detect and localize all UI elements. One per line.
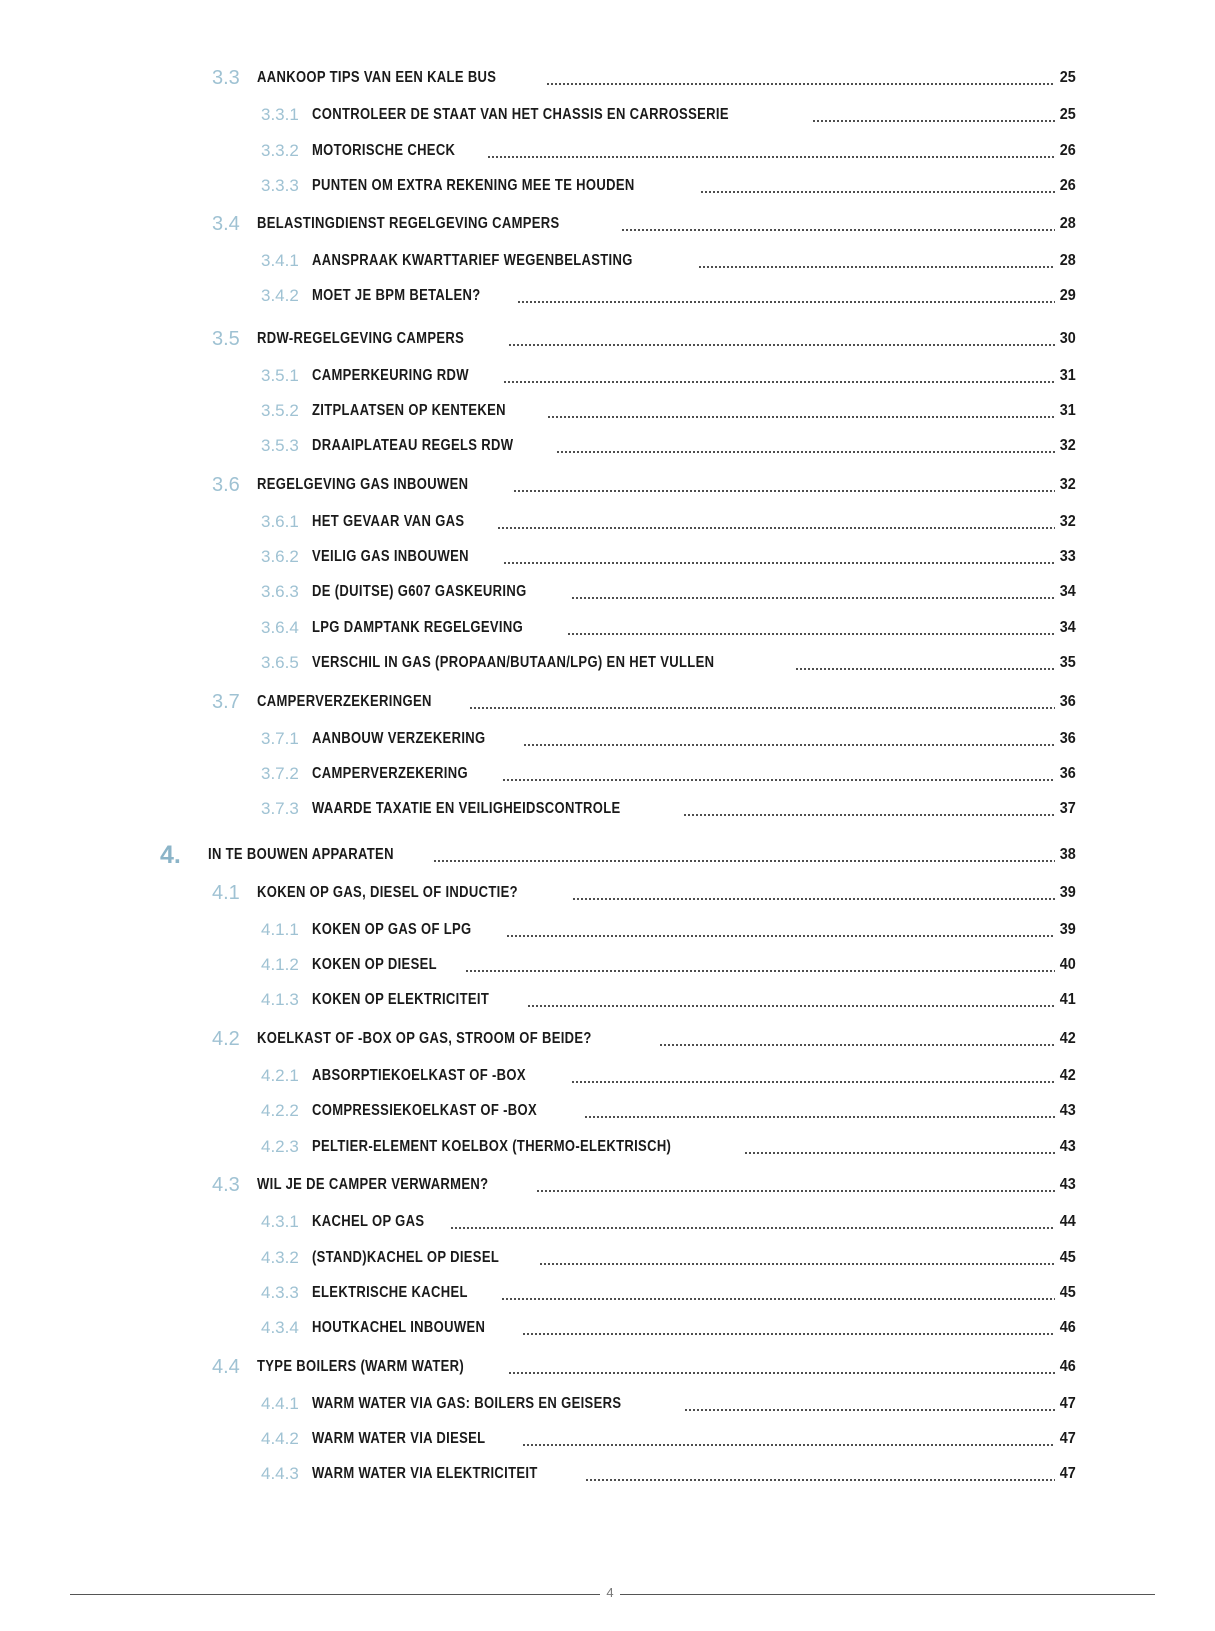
toc-title: AANBOUW VERZEKERING	[312, 730, 486, 747]
toc-page-number: 31	[1059, 367, 1076, 384]
toc-section-number: 4.3.2	[261, 1248, 299, 1267]
toc-line	[257, 63, 1076, 93]
toc-page-number: 40	[1059, 956, 1076, 973]
toc-entry[interactable]	[0, 577, 1215, 607]
toc-section-number: 4.1.1	[261, 920, 299, 939]
dot-leader	[744, 1152, 1056, 1154]
toc-title: TYPE BOILERS (WARM WATER)	[257, 1358, 465, 1375]
toc-section-number: 3.7	[212, 691, 240, 713]
toc-title: ABSORPTIEKOELKAST OF -BOX	[312, 1067, 526, 1084]
toc-title: WARM WATER VIA DIESEL	[312, 1430, 486, 1447]
toc-title: WARM WATER VIA GAS: BOILERS EN GEISERS	[312, 1395, 622, 1412]
toc-page-number: 30	[1059, 330, 1076, 347]
toc-line	[257, 1352, 1076, 1382]
dot-leader	[585, 1479, 1056, 1481]
toc-section-number: 4.3.1	[261, 1212, 299, 1231]
toc-section-number: 4.3.3	[261, 1283, 299, 1302]
toc-title: WARM WATER VIA ELEKTRICITEIT	[312, 1465, 538, 1482]
toc-entry[interactable]	[0, 1096, 1215, 1126]
toc-section-number: 3.3	[212, 67, 240, 89]
dot-leader	[547, 416, 1055, 418]
toc-title: PUNTEN OM EXTRA REKENING MEE TE HOUDEN	[312, 177, 635, 194]
toc-title: KOKEN OP DIESEL	[312, 956, 437, 973]
toc-page-number: 47	[1059, 1430, 1076, 1447]
toc-title: MOTORISCHE CHECK	[312, 142, 456, 159]
toc-page-number: 38	[1059, 846, 1076, 863]
toc-line	[257, 687, 1076, 717]
toc-title: KOKEN OP GAS, DIESEL OF INDUCTIE?	[257, 884, 518, 901]
toc-section-number: 3.4.1	[261, 251, 299, 270]
toc-title: REGELGEVING GAS INBOUWEN	[257, 476, 469, 493]
toc-title: KOELKAST OF -BOX OP GAS, STROOM OF BEIDE?	[257, 1030, 592, 1047]
toc-page-number: 42	[1059, 1030, 1076, 1047]
toc-line	[312, 1061, 1076, 1091]
toc-entry[interactable]	[0, 1352, 1215, 1382]
toc-entry[interactable]	[0, 1389, 1215, 1419]
toc-page-number: 26	[1059, 177, 1076, 194]
toc-entry[interactable]	[0, 950, 1215, 980]
toc-entry[interactable]	[0, 1207, 1215, 1237]
toc-entry[interactable]	[0, 794, 1215, 824]
toc-line	[312, 246, 1076, 276]
toc-section-number: 4.4	[212, 1356, 240, 1378]
toc-title: (STAND)KACHEL OP DIESEL	[312, 1249, 500, 1266]
dot-leader	[700, 191, 1055, 193]
toc-entry[interactable]	[0, 759, 1215, 789]
toc-section-number: 4.2.1	[261, 1066, 299, 1085]
toc-section-number: 3.5.3	[261, 436, 299, 455]
toc-section-number: 4.2.2	[261, 1101, 299, 1120]
toc-line	[312, 1096, 1076, 1126]
toc-title: KACHEL OP GAS	[312, 1213, 425, 1230]
toc-title: DE (DUITSE) G607 GASKEURING	[312, 583, 527, 600]
toc-page-number: 42	[1059, 1067, 1076, 1084]
dot-leader	[698, 266, 1055, 268]
toc-line	[257, 209, 1076, 239]
toc-title: AANKOOP TIPS VAN EEN KALE BUS	[257, 69, 497, 86]
dot-leader	[487, 156, 1056, 158]
toc-entry[interactable]	[0, 1132, 1215, 1162]
toc-title: MOET JE BPM BETALEN?	[312, 287, 481, 304]
toc-line	[312, 542, 1076, 572]
toc-page-number: 28	[1059, 252, 1076, 269]
toc-page-number: 44	[1059, 1213, 1076, 1230]
footer-rule-left	[70, 1594, 600, 1595]
toc-entry[interactable]	[0, 171, 1215, 201]
toc-page-number: 29	[1059, 287, 1076, 304]
dot-leader	[503, 562, 1055, 564]
toc-page-number: 34	[1059, 619, 1076, 636]
toc-section-number: 4.3.4	[261, 1318, 299, 1337]
toc-title: HOUTKACHEL INBOUWEN	[312, 1319, 486, 1336]
toc-entry[interactable]	[0, 63, 1215, 93]
toc-line	[312, 985, 1076, 1015]
toc-section-number: 4.2.3	[261, 1137, 299, 1156]
toc-entry[interactable]	[0, 1313, 1215, 1343]
dot-leader	[536, 1190, 1055, 1192]
dot-leader	[539, 1263, 1055, 1265]
toc-section-number: 4.2	[212, 1028, 240, 1050]
dot-leader	[503, 381, 1055, 383]
toc-section-number: 4.1	[212, 882, 240, 904]
toc-section-number: 3.5.1	[261, 366, 299, 385]
toc-entry[interactable]	[0, 1243, 1215, 1273]
toc-page-number: 47	[1059, 1465, 1076, 1482]
toc-section-number: 4.3	[212, 1174, 240, 1196]
toc-line	[257, 1170, 1076, 1200]
toc-entry[interactable]	[0, 985, 1215, 1015]
toc-line	[208, 840, 1076, 870]
toc-entry[interactable]	[0, 361, 1215, 391]
toc-line	[312, 361, 1076, 391]
toc-entry[interactable]	[0, 687, 1215, 717]
toc-line	[312, 577, 1076, 607]
toc-entry[interactable]	[0, 100, 1215, 130]
toc-line	[312, 1132, 1076, 1162]
toc-page-number: 46	[1059, 1358, 1076, 1375]
toc-line	[312, 1313, 1076, 1343]
toc-title: IN TE BOUWEN APPARATEN	[208, 846, 394, 863]
dot-leader	[501, 1298, 1055, 1300]
toc-section-number: 4.	[160, 841, 181, 869]
toc-entry[interactable]	[0, 507, 1215, 537]
toc-title: CAMPERVERZEKERINGEN	[257, 693, 432, 710]
toc-line	[312, 915, 1076, 945]
toc-section-number: 3.4.2	[261, 286, 299, 305]
toc-section-number: 4.1.3	[261, 990, 299, 1009]
toc-entry[interactable]	[0, 878, 1215, 908]
toc-title: VERSCHIL IN GAS (PROPAAN/BUTAAN/LPG) EN HET VULLEN	[312, 654, 715, 671]
toc-title: CAMPERKEURING RDW	[312, 367, 469, 384]
toc-page-number: 36	[1059, 730, 1076, 747]
toc-section-number: 3.6.2	[261, 547, 299, 566]
toc-title: CONTROLEER DE STAAT VAN HET CHASSIS EN CARROSSERIE	[312, 106, 729, 123]
toc-entry[interactable]	[0, 1459, 1215, 1489]
toc-line	[312, 136, 1076, 166]
dot-leader	[572, 898, 1056, 900]
toc-title: ZITPLAATSEN OP KENTEKEN	[312, 402, 506, 419]
toc-line	[257, 324, 1076, 354]
footer-rule-right	[620, 1594, 1155, 1595]
dot-leader	[522, 1444, 1055, 1446]
dot-leader	[513, 490, 1056, 492]
dot-leader	[556, 451, 1056, 453]
toc-entry[interactable]	[0, 470, 1215, 500]
toc-line	[312, 950, 1076, 980]
toc-page-number: 45	[1059, 1284, 1076, 1301]
toc-entry[interactable]	[0, 1024, 1215, 1054]
dot-leader	[527, 1005, 1055, 1007]
toc-section-number: 3.6	[212, 474, 240, 496]
toc-entry[interactable]	[0, 542, 1215, 572]
toc-entry[interactable]	[0, 1061, 1215, 1091]
toc-section-number: 3.3.1	[261, 105, 299, 124]
footer-page-number: 4	[606, 1585, 614, 1600]
toc-section-number: 3.6.5	[261, 653, 299, 672]
toc-page-number: 34	[1059, 583, 1076, 600]
toc-entry[interactable]	[0, 431, 1215, 461]
toc-page-number: 33	[1059, 548, 1076, 565]
toc-line	[312, 1459, 1076, 1489]
dot-leader	[659, 1044, 1055, 1046]
toc-title: ELEKTRISCHE KACHEL	[312, 1284, 468, 1301]
dot-leader	[522, 1333, 1055, 1335]
dot-leader	[502, 779, 1056, 781]
toc-line	[312, 794, 1076, 824]
toc-line	[312, 1389, 1076, 1419]
toc-title: LPG DAMPTANK REGELGEVING	[312, 619, 524, 636]
dot-leader	[812, 120, 1055, 122]
dot-leader	[621, 229, 1055, 231]
toc-entry[interactable]	[0, 1424, 1215, 1454]
toc-section-number: 3.5	[212, 328, 240, 350]
toc-line	[312, 431, 1076, 461]
toc-entry[interactable]	[0, 1170, 1215, 1200]
toc-title: BELASTINGDIENST REGELGEVING CAMPERS	[257, 215, 560, 232]
toc-page-number: 32	[1059, 437, 1076, 454]
toc-line	[312, 759, 1076, 789]
toc-title: WIL JE DE CAMPER VERWARMEN?	[257, 1176, 489, 1193]
toc-page-number: 28	[1059, 215, 1076, 232]
toc-line	[257, 470, 1076, 500]
dot-leader	[508, 1372, 1056, 1374]
toc-line	[312, 281, 1076, 311]
toc-entry[interactable]	[0, 281, 1215, 311]
toc-section-number: 3.3.2	[261, 141, 299, 160]
toc-page-number: 37	[1059, 800, 1076, 817]
toc-entry[interactable]	[0, 1278, 1215, 1308]
toc-section-number: 3.7.2	[261, 764, 299, 783]
toc-section-number: 3.6.4	[261, 618, 299, 637]
page-footer	[0, 1580, 1215, 1610]
toc-title: CAMPERVERZEKERING	[312, 765, 468, 782]
toc-section-number: 3.7.3	[261, 799, 299, 818]
toc-title: HET GEVAAR VAN GAS	[312, 513, 465, 530]
toc-page-number: 36	[1059, 765, 1076, 782]
toc-page-number: 31	[1059, 402, 1076, 419]
toc-section-number: 3.6.3	[261, 582, 299, 601]
toc-title: WAARDE TAXATIE EN VEILIGHEIDSCONTROLE	[312, 800, 621, 817]
toc-page-number: 39	[1059, 921, 1076, 938]
toc-section-number: 3.4	[212, 213, 240, 235]
toc-entry[interactable]	[0, 613, 1215, 643]
dot-leader	[506, 935, 1055, 937]
toc-page-number: 26	[1059, 142, 1076, 159]
toc-section-number: 4.4.3	[261, 1464, 299, 1483]
toc-title: KOKEN OP GAS OF LPG	[312, 921, 472, 938]
toc-line	[312, 724, 1076, 754]
toc-title: DRAAIPLATEAU REGELS RDW	[312, 437, 514, 454]
dot-leader	[571, 1081, 1056, 1083]
toc-section-number: 4.4.1	[261, 1394, 299, 1413]
toc-entry[interactable]	[0, 915, 1215, 945]
toc-page-number: 47	[1059, 1395, 1076, 1412]
toc-line	[312, 648, 1076, 678]
toc-section-number: 3.5.2	[261, 401, 299, 420]
toc-page-number: 45	[1059, 1249, 1076, 1266]
toc-page-number: 32	[1059, 513, 1076, 530]
toc-page-number: 41	[1059, 991, 1076, 1008]
toc-section-number: 3.3.3	[261, 176, 299, 195]
dot-leader	[450, 1227, 1055, 1229]
toc-entry[interactable]	[0, 724, 1215, 754]
toc-section-number: 3.7.1	[261, 729, 299, 748]
dot-leader	[546, 83, 1055, 85]
toc-page-number: 46	[1059, 1319, 1076, 1336]
dot-leader	[508, 344, 1056, 346]
dot-leader	[497, 527, 1055, 529]
toc-title: VEILIG GAS INBOUWEN	[312, 548, 469, 565]
toc-line	[312, 507, 1076, 537]
toc-entry[interactable]	[0, 396, 1215, 426]
toc-page-number: 43	[1059, 1176, 1076, 1193]
dot-leader	[433, 860, 1055, 862]
toc-line	[312, 1207, 1076, 1237]
toc-title: KOKEN OP ELEKTRICITEIT	[312, 991, 490, 1008]
toc-entry[interactable]	[0, 324, 1215, 354]
toc-page-number: 35	[1059, 654, 1076, 671]
dot-leader	[683, 814, 1055, 816]
toc-title: COMPRESSIEKOELKAST OF -BOX	[312, 1102, 538, 1119]
toc-entry[interactable]	[0, 246, 1215, 276]
dot-leader	[571, 597, 1055, 599]
toc-title: RDW-REGELGEVING CAMPERS	[257, 330, 465, 347]
toc-title: PELTIER-ELEMENT KOELBOX (THERMO-ELEKTRISCH)	[312, 1138, 672, 1155]
toc-page-number: 32	[1059, 476, 1076, 493]
dot-leader	[795, 668, 1055, 670]
toc-page-number: 36	[1059, 693, 1076, 710]
toc-section-number: 4.1.2	[261, 955, 299, 974]
toc-page-number: 43	[1059, 1102, 1076, 1119]
dot-leader	[465, 970, 1056, 972]
toc-page-number: 39	[1059, 884, 1076, 901]
dot-leader	[523, 744, 1056, 746]
toc-line	[312, 1278, 1076, 1308]
dot-leader	[567, 633, 1055, 635]
dot-leader	[469, 707, 1055, 709]
toc-section-number: 4.4.2	[261, 1429, 299, 1448]
toc-entry[interactable]	[0, 648, 1215, 678]
toc-line	[257, 878, 1076, 908]
toc-entry[interactable]	[0, 840, 1215, 870]
toc-title: AANSPRAAK KWARTTARIEF WEGENBELASTING	[312, 252, 633, 269]
toc-line	[312, 100, 1076, 130]
dot-leader	[684, 1409, 1055, 1411]
dot-leader	[517, 301, 1056, 303]
toc-entry[interactable]	[0, 136, 1215, 166]
toc-section-number: 3.6.1	[261, 512, 299, 531]
toc-entry[interactable]	[0, 209, 1215, 239]
toc-line	[312, 613, 1076, 643]
toc-page-number: 25	[1059, 106, 1076, 123]
dot-leader	[584, 1116, 1055, 1118]
toc-line	[312, 1243, 1076, 1273]
toc-line	[312, 1424, 1076, 1454]
toc-page-number: 43	[1059, 1138, 1076, 1155]
toc-page-number: 25	[1059, 69, 1076, 86]
toc-line	[312, 396, 1076, 426]
toc-line	[312, 171, 1076, 201]
toc-line	[257, 1024, 1076, 1054]
